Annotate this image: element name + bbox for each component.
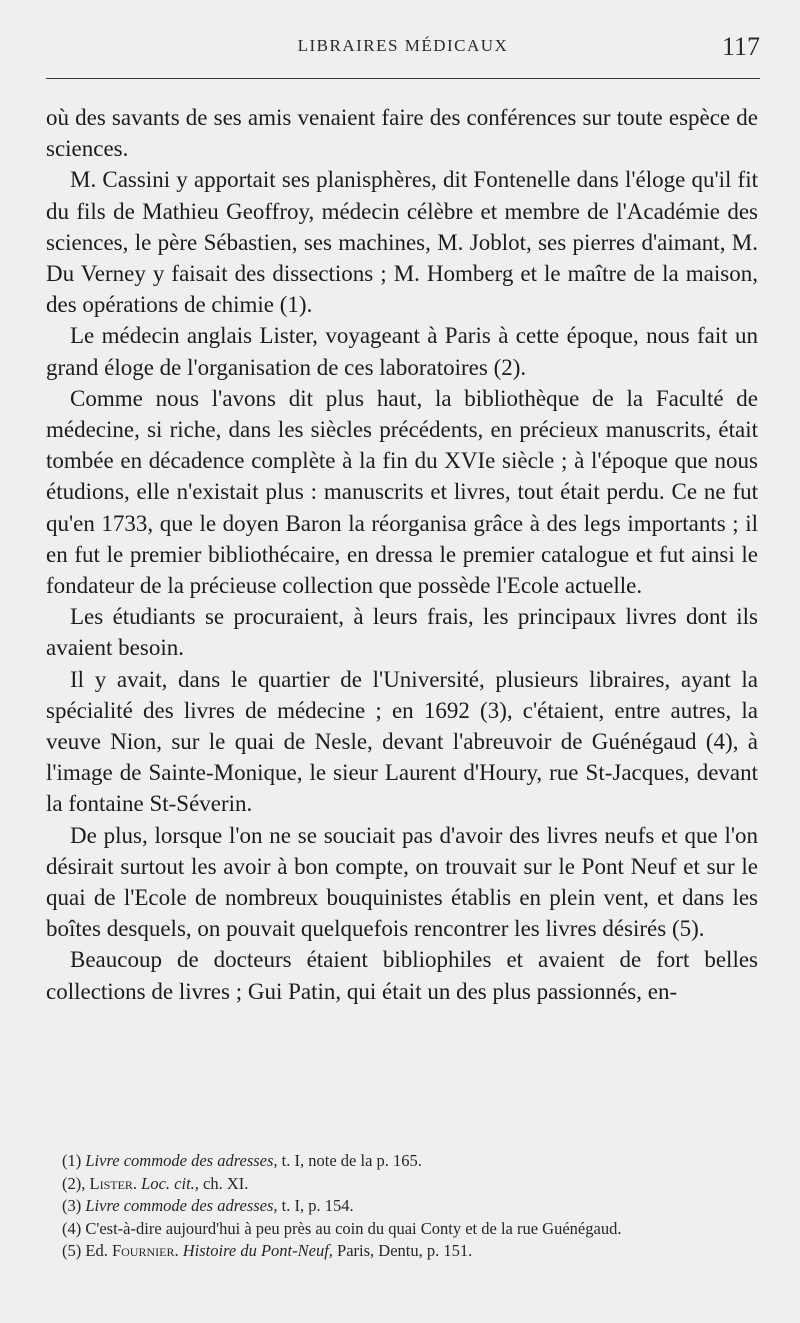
paragraph: Il y avait, dans le quartier de l'Université, plusieurs libraires, ayant la spécialité des livres de médecine ; en 1692 (3), c'étaient, entre autres, la veuve Nion, sur le quai de Nesle, devant l'abreuvoir de Guénégaud (4), à l'image de Sainte-Monique, le sieur Laurent d'Houry, rue St-Jacques, devant la fontaine St-Séverin. xyxy=(46,666,758,817)
paragraph: Le médecin anglais Lister, voyageant à Paris à cette époque, nous fait un grand éloge de l'organisation de ces laboratoires (2). xyxy=(46,323,758,380)
footnote-text: ch. XI. xyxy=(198,1173,249,1193)
running-title: LIBRAIRES MÉDICAUX xyxy=(297,36,509,55)
footnote-title: Livre commode des adresses, xyxy=(85,1196,278,1216)
footnote xyxy=(46,1218,758,1241)
paragraph: M. Cassini y apportait ses planisphères, dit Fontenelle dans l'éloge qu'il fit du fils de Mathieu Geoffroy, médecin célèbre et membre de l'Académie des sciences, le père Sébastien, ses machines, M. Joblot, ses pierres d'aimant, M. Du Verney y faisait des dissections ; M. Homberg et le maître de la maison, des opérations de chimie (1). xyxy=(46,167,758,318)
page-header xyxy=(46,32,760,66)
footnote xyxy=(46,1240,758,1263)
footnote-title: Histoire du Pont-Neuf, xyxy=(178,1241,333,1261)
footnote-prefix: Ed. xyxy=(81,1241,112,1261)
footnote-author: Lister. xyxy=(89,1173,138,1193)
footnote-marker: (2), xyxy=(62,1173,86,1193)
footnote-title: Livre commode des adresses, xyxy=(85,1151,278,1170)
page-number: 117 xyxy=(721,32,760,61)
footnote-marker: (5) xyxy=(62,1241,82,1261)
body-text xyxy=(46,102,758,1007)
footnote xyxy=(46,1173,758,1196)
header-rule xyxy=(46,78,760,79)
footnotes xyxy=(46,1150,758,1263)
footnote-text: Paris, Dentu, p. 151. xyxy=(332,1241,473,1261)
footnote-title: Loc. cit., xyxy=(137,1173,199,1193)
footnote-marker: (4) xyxy=(62,1218,82,1238)
footnote-text: t. I, note de la p. 165. xyxy=(277,1151,422,1170)
footnote-marker: (3) xyxy=(62,1196,82,1216)
footnote-text: C'est-à-dire aujourd'hui à peu près au coin du quai Conty et de la rue Guénégaud. xyxy=(81,1218,622,1238)
footnote-text: t. I, p. 154. xyxy=(277,1196,354,1216)
footnote-marker: (1) xyxy=(62,1151,82,1170)
paragraph: Comme nous l'avons dit plus haut, la bibliothèque de la Faculté de médecine, si riche, dans les siècles précédents, en précieux manuscrits, était tombée en décadence complète à la fin du XVIe siècle ; à l'époque que nous étudions, elle n'existait plus : manuscrits et livres, tout était perdu. Ce ne fut qu'en 1733, que le doyen Baron la réorganisa grâce à des legs importants ; il en fut le premier bibliothécaire, en dressa le premier catalogue et fut ainsi le fondateur de la précieuse collection que possède l'Ecole actuelle. xyxy=(46,385,758,599)
footnote xyxy=(46,1195,758,1218)
paragraph: où des savants de ses amis venaient faire des conférences sur toute espèce de sciences. xyxy=(46,105,758,162)
footnote xyxy=(46,1150,758,1173)
paragraph: Beaucoup de docteurs étaient bibliophiles et avaient de fort belles collections de livres ; Gui Patin, qui était un des plus passionnés, en- xyxy=(46,947,758,1004)
paragraph: Les étudiants se procuraient, à leurs frais, les principaux livres dont ils avaient besoin. xyxy=(46,604,758,661)
footnote-author: Fournier. xyxy=(111,1241,179,1261)
paragraph: De plus, lorsque l'on ne se souciait pas d'avoir des livres neufs et que l'on désirait surtout les avoir à bon compte, on trouvait sur le Pont Neuf et sur le quai de l'Ecole de nombreux bouquinistes établis en plein vent, et dans les boîtes desquels, on pouvait quelquefois rencontrer les livres désirés (5). xyxy=(46,822,758,942)
